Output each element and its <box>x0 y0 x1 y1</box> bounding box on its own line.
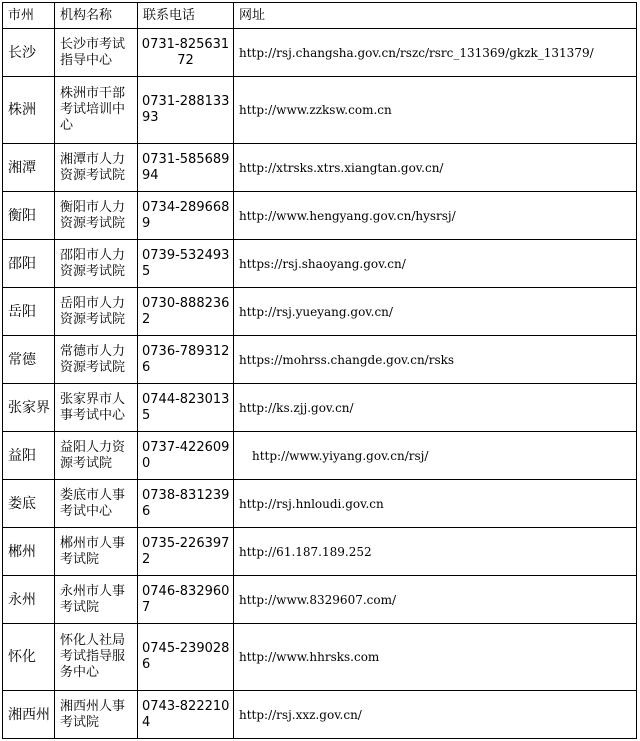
city-cell: 娄底 <box>3 480 55 528</box>
tel-cell: 0734-2896689 <box>138 192 234 240</box>
org-cell: 娄底市人事考试中心 <box>55 480 138 528</box>
org-cell: 怀化人社局考试指导服务中心 <box>55 624 138 691</box>
table-row <box>3 576 637 624</box>
tel-cell: 0746-8329607 <box>138 576 234 624</box>
tel-cell: 0745-2390286 <box>138 624 234 691</box>
tel-cell: 0731-82563172 <box>138 29 234 77</box>
table-row <box>3 384 637 432</box>
table-row <box>3 691 637 739</box>
org-cell: 衡阳市人力资源考试院 <box>55 192 138 240</box>
url-link[interactable]: http://rsj.changsha.gov.cn/rszc/rsrc_131369/gkzk_131379/ <box>234 29 637 77</box>
table-row <box>3 77 637 144</box>
table-row <box>3 240 637 288</box>
table-row <box>3 432 637 480</box>
url-link[interactable]: http://www.hengyang.gov.cn/hysrsj/ <box>234 192 637 240</box>
tel-cell: 0735-2263972 <box>138 528 234 576</box>
city-cell: 益阳 <box>3 432 55 480</box>
url-link[interactable]: http://61.187.189.252 <box>234 528 637 576</box>
org-cell: 常德市人力资源考试院 <box>55 336 138 384</box>
header-tel: 联系电话 <box>138 3 234 29</box>
tel-cell: 0744-8230135 <box>138 384 234 432</box>
url-link[interactable]: https://rsj.shaoyang.gov.cn/ <box>234 240 637 288</box>
exam-institutions-table <box>2 2 637 739</box>
table-row <box>3 480 637 528</box>
table-row <box>3 528 637 576</box>
city-cell: 常德 <box>3 336 55 384</box>
city-cell: 张家界 <box>3 384 55 432</box>
city-cell: 长沙 <box>3 29 55 77</box>
url-link[interactable]: http://rsj.xxz.gov.cn/ <box>234 691 637 739</box>
tel-cell: 0743-8222104 <box>138 691 234 739</box>
tel-cell: 0739-5324935 <box>138 240 234 288</box>
url-link[interactable]: http://www.yiyang.gov.cn/rsj/ <box>234 432 637 480</box>
city-cell: 岳阳 <box>3 288 55 336</box>
city-cell: 株洲 <box>3 77 55 144</box>
url-link[interactable]: http://xtrsks.xtrs.xiangtan.gov.cn/ <box>234 144 637 192</box>
url-link[interactable]: http://www.zzksw.com.cn <box>234 77 637 144</box>
org-cell: 张家界市人事考试中心 <box>55 384 138 432</box>
url-link[interactable]: http://ks.zjj.gov.cn/ <box>234 384 637 432</box>
url-link[interactable]: http://rsj.hnloudi.gov.cn <box>234 480 637 528</box>
url-link[interactable]: http://www.hhrsks.com <box>234 624 637 691</box>
header-org: 机构名称 <box>55 3 138 29</box>
tel-cell: 0730-8882362 <box>138 288 234 336</box>
org-cell: 郴州市人事考试院 <box>55 528 138 576</box>
org-cell: 湘西州人事考试院 <box>55 691 138 739</box>
city-cell: 邵阳 <box>3 240 55 288</box>
table-row <box>3 144 637 192</box>
city-cell: 湘西州 <box>3 691 55 739</box>
org-cell: 湘潭市人力资源考试院 <box>55 144 138 192</box>
org-cell: 岳阳市人力资源考试院 <box>55 288 138 336</box>
tel-cell: 0736-7893126 <box>138 336 234 384</box>
tel-cell: 0731-58568994 <box>138 144 234 192</box>
table-row <box>3 288 637 336</box>
city-cell: 衡阳 <box>3 192 55 240</box>
org-cell: 永州市人事考试院 <box>55 576 138 624</box>
url-link[interactable]: http://rsj.yueyang.gov.cn/ <box>234 288 637 336</box>
table-row <box>3 29 637 77</box>
header-row <box>3 3 637 29</box>
tel-cell: 0737-4226090 <box>138 432 234 480</box>
org-cell: 益阳人力资源考试院 <box>55 432 138 480</box>
header-url: 网址 <box>234 3 637 29</box>
url-link[interactable]: http://www.8329607.com/ <box>234 576 637 624</box>
city-cell: 永州 <box>3 576 55 624</box>
org-cell: 长沙市考试指导中心 <box>55 29 138 77</box>
tel-cell: 0738-8312396 <box>138 480 234 528</box>
url-link[interactable]: https://mohrss.changde.gov.cn/rsks <box>234 336 637 384</box>
org-cell: 邵阳市人力资源考试院 <box>55 240 138 288</box>
table-row <box>3 192 637 240</box>
header-city: 市州 <box>3 3 55 29</box>
org-cell: 株洲市干部考试培训中心 <box>55 77 138 144</box>
tel-cell: 0731-28813393 <box>138 77 234 144</box>
city-cell: 郴州 <box>3 528 55 576</box>
table-row <box>3 336 637 384</box>
table-row <box>3 624 637 691</box>
city-cell: 湘潭 <box>3 144 55 192</box>
city-cell: 怀化 <box>3 624 55 691</box>
